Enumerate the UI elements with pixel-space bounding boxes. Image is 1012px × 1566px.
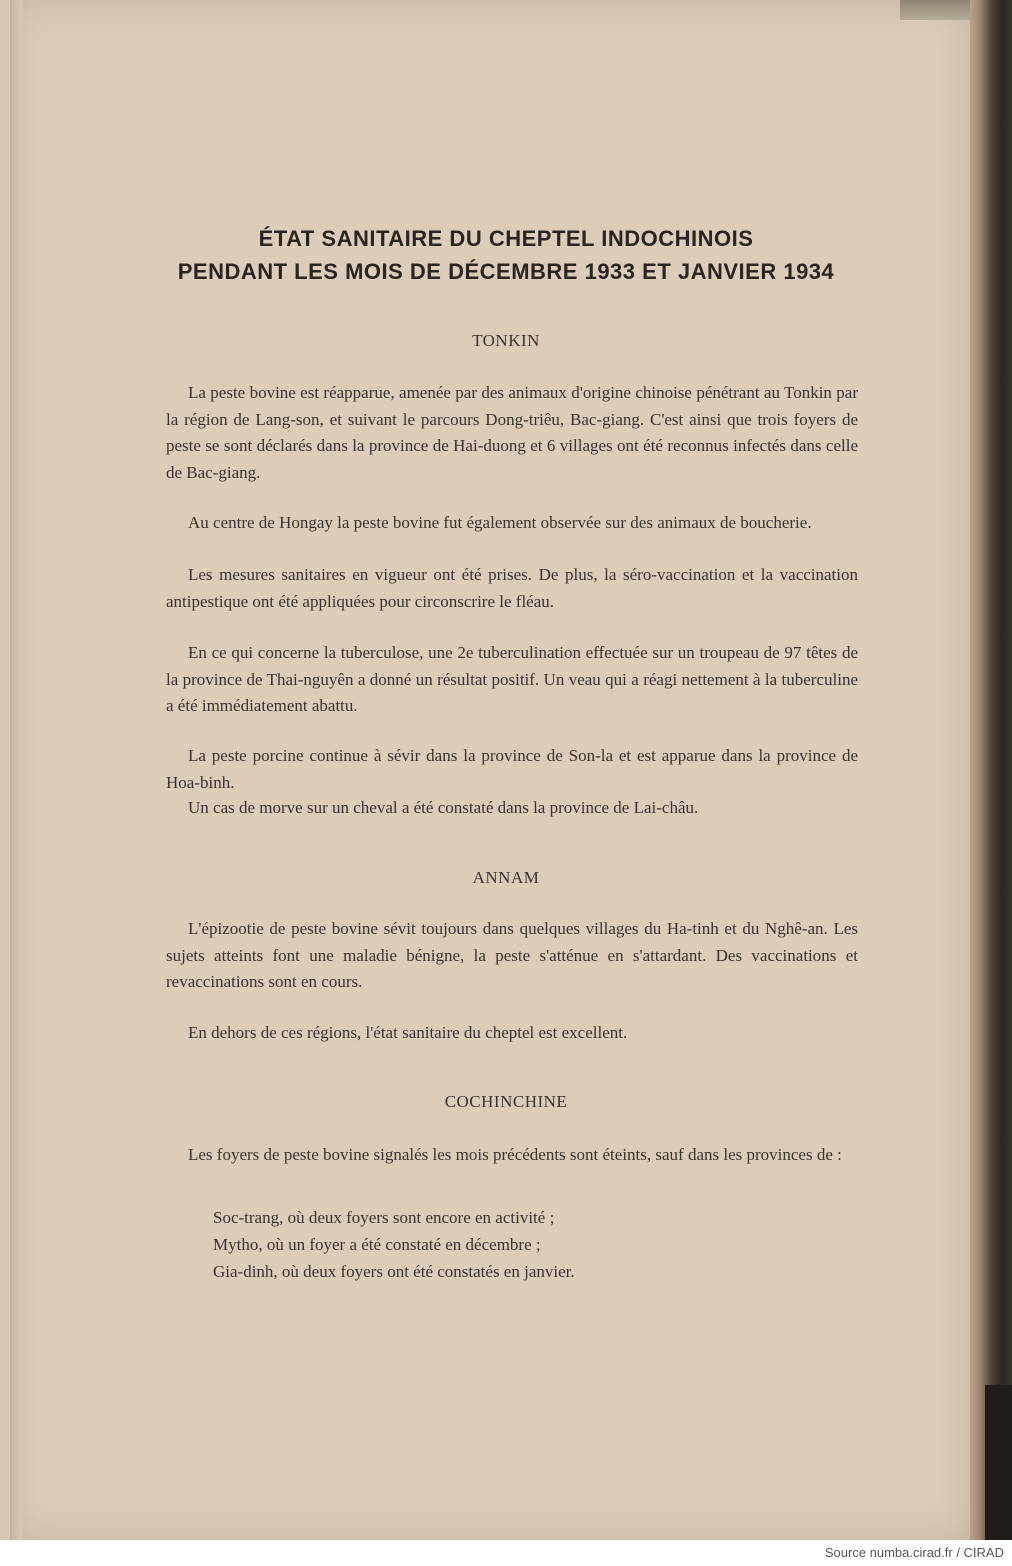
annam-paragraph-2: En dehors de ces régions, l'état sanitaire du cheptel est excellent. bbox=[188, 1023, 628, 1042]
section-heading-cochinchine: COCHINCHINE bbox=[444, 1092, 568, 1111]
tonkin-paragraph-5: La peste porcine continue à sévir dans la province de Son-la et est apparue dans la province de Hoa-binh. bbox=[166, 746, 858, 792]
document-title-line-1: ÉTAT SANITAIRE DU CHEPTEL INDOCHINOIS bbox=[258, 226, 754, 251]
tonkin-paragraph-1: La peste bovine est réapparue, amenée par des animaux d'origine chinoise pénétrant au Tonkin par la région de Lang-son, et suivant le parcours Dong-triêu, Bac-giang. C'est ainsi que trois foyers de peste se sont déclarés dans la province de Hai-duong et 6 villages ont été reconnus infectés dans celle de Bac-giang. bbox=[166, 383, 858, 482]
tonkin-paragraph-2: Au centre de Hongay la peste bovine fut également observée sur des animaux de boucherie. bbox=[188, 513, 812, 532]
annam-paragraph-1: L'épizootie de peste bovine sévit toujours dans quelques villages du Ha-tinh et du Nghê-an. Les sujets atteints font une maladie bénigne, la peste s'atténue en s'attardant. Des vaccinations et revaccinations sont en cours. bbox=[166, 919, 858, 991]
tonkin-paragraph-4: En ce qui concerne la tuberculose, une 2e tuberculination effectuée sur un troupeau de 97 têtes de la province de Thai-nguyên a donné un résultat positif. Un veau qui a réagi nettement à la tuberculine a été immédiatement abattu. bbox=[166, 643, 858, 715]
tonkin-paragraph-3: Les mesures sanitaires en vigueur ont été prises. De plus, la séro-vaccination et la vaccination antipestique ont été appliquées pour circonscrire le fléau. bbox=[166, 565, 858, 611]
tonkin-paragraph-6: Un cas de morve sur un cheval a été constaté dans la province de Lai-châu. bbox=[188, 798, 699, 817]
cochinchine-intro: Les foyers de peste bovine signalés les mois précédents sont éteints, sauf dans les provinces de : bbox=[188, 1145, 842, 1164]
section-heading-tonkin: TONKIN bbox=[472, 331, 540, 350]
book-cover-bottom bbox=[985, 1385, 1012, 1540]
cochinchine-province-2: Mytho, où un foyer a été constaté en décembre ; bbox=[213, 1235, 541, 1254]
source-credit: Source numba.cirad.fr / CIRAD bbox=[824, 1545, 1004, 1560]
document-title-line-2: PENDANT LES MOIS DE DÉCEMBRE 1933 ET JANVIER 1934 bbox=[177, 259, 835, 284]
cochinchine-province-3: Gia-dinh, où deux foyers ont été constatés en janvier. bbox=[213, 1262, 575, 1281]
section-heading-annam: ANNAM bbox=[472, 868, 540, 887]
cochinchine-province-1: Soc-trang, où deux foyers sont encore en activité ; bbox=[213, 1208, 555, 1227]
